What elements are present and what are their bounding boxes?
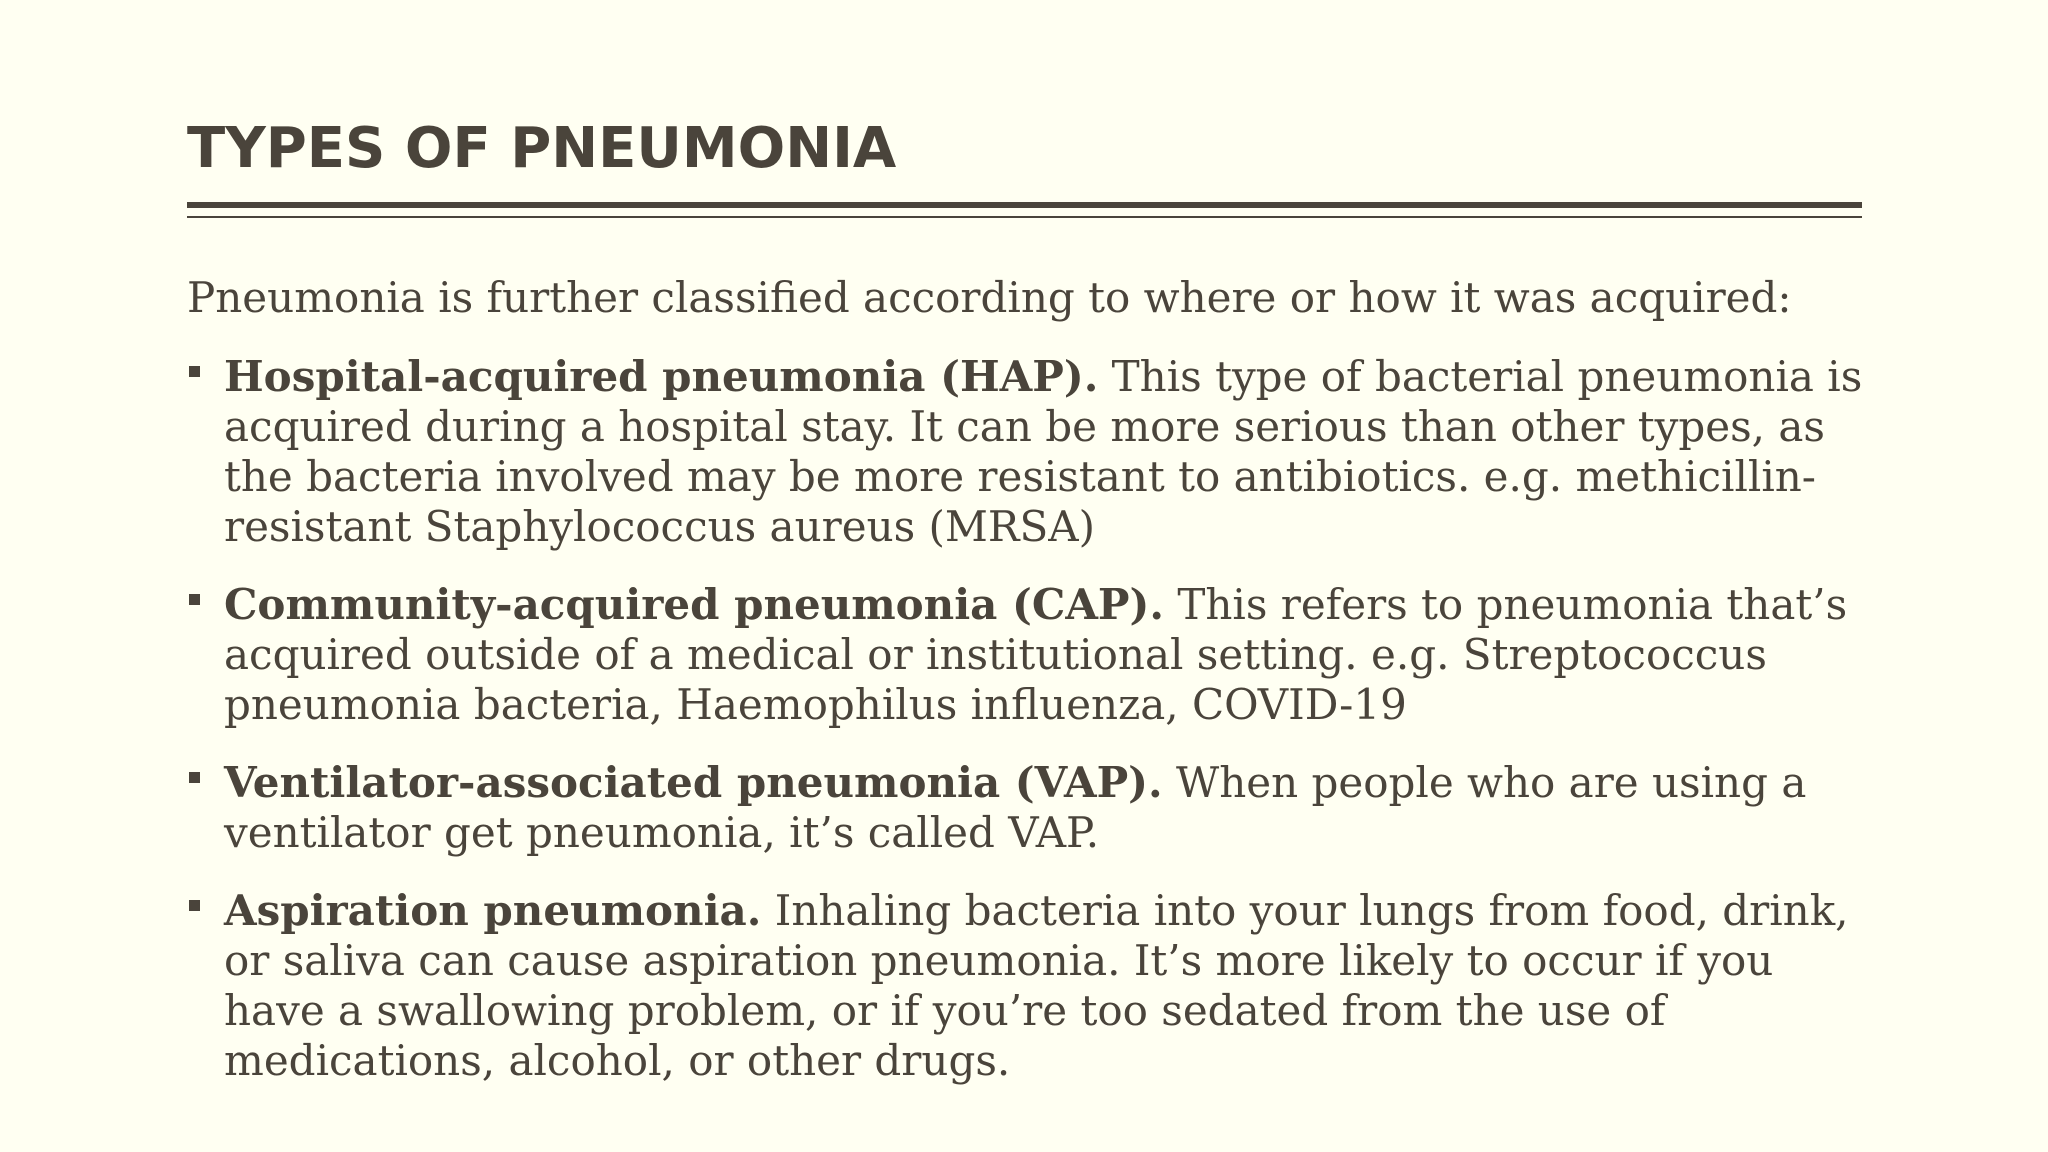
list-item-vap	[187, 758, 1877, 858]
square-bullet-icon	[189, 366, 200, 377]
pneumonia-types-list	[187, 352, 1877, 1086]
title-divider-thin	[187, 216, 1862, 218]
slide-body	[187, 270, 1877, 1114]
item-description: This refers to pneumonia that’s acquired outside of a medical or institutional setting. e.g. Streptococcus pneumonia bacteria, Haemophilus influenza, COVID-19	[224, 580, 1848, 729]
item-term: Aspiration pneumonia.	[224, 886, 762, 935]
item-term: Ventilator-associated pneumonia (VAP).	[224, 758, 1163, 807]
item-description: When people who are using a ventilator get pneumonia, it’s called VAP.	[224, 758, 1807, 857]
list-item-cap	[187, 580, 1877, 730]
slide-title: TYPES OF PNEUMONIA	[187, 116, 897, 181]
item-term: Community-acquired pneumonia (CAP).	[224, 580, 1164, 629]
square-bullet-icon	[189, 594, 200, 605]
item-description: Inhaling bacteria into your lungs from food, drink, or saliva can cause aspiration pneumonia. It’s more likely to occur if you have a swallowing problem, or if you’re too sedated from the use of medications, alcohol, or other drugs.	[224, 886, 1849, 1085]
intro-text: Pneumonia is further classified according to where or how it was acquired:	[187, 273, 1792, 322]
square-bullet-icon	[189, 772, 200, 783]
list-item-hap	[187, 352, 1877, 552]
item-term: Hospital-acquired pneumonia (HAP).	[224, 352, 1099, 401]
list-item-aspiration	[187, 886, 1877, 1086]
item-description: This type of bacterial pneumonia is acquired during a hospital stay. It can be more serious than other types, as the bacteria involved may be more resistant to antibiotics. e.g. methicillin-resistant Staphylococcus aureus (MRSA)	[224, 352, 1863, 551]
title-divider-thick	[187, 202, 1862, 208]
square-bullet-icon	[189, 900, 200, 911]
